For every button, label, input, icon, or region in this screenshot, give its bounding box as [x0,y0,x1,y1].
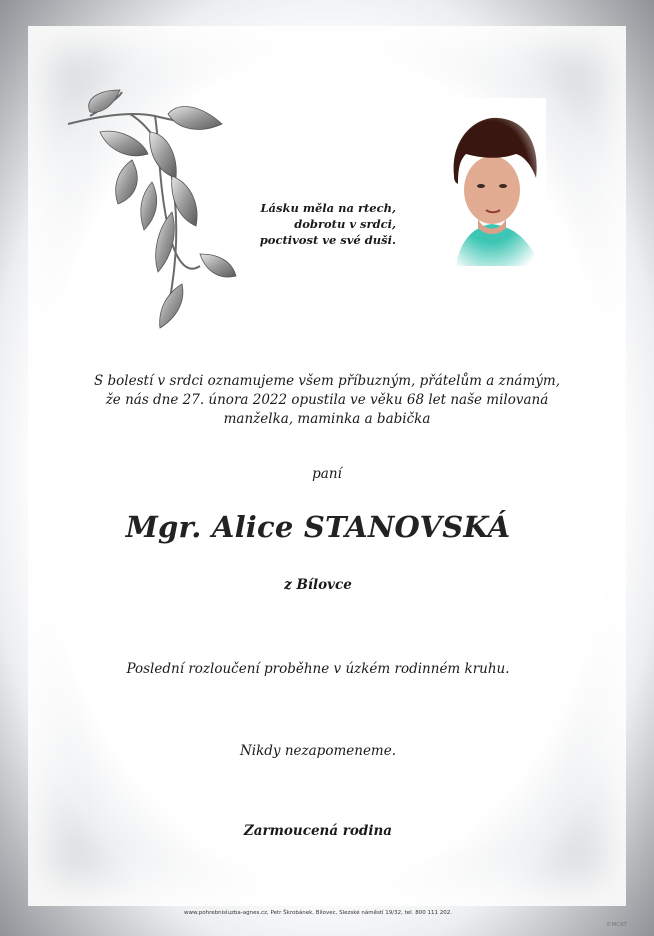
portrait-photo [436,98,546,266]
quote-line: Lásku měla na rtech, [260,201,396,215]
announcement-line: manželka, maminka a babička [223,411,431,427]
quote-line: dobrotu v srdci, [294,217,396,231]
leafy-branch-icon [60,86,240,336]
announcement-line: že nás dne 27. února 2022 opustila ve věku 68 let naše milovaná [105,392,549,408]
quote-line: poctivost ve své duši. [259,233,396,247]
farewell-note: Poslední rozloučení proběhne v úzkém rodinném kruhu. [126,661,510,677]
signature: Zarmoucená rodina [243,823,393,839]
memorial-quote [246,200,396,248]
remembrance-line: Nikdy nezapomeneme. [239,743,397,759]
deceased-name: Mgr. Alice STANOVSKÁ [125,510,511,544]
funeral-service-footer: www.pohrebnisluzba-agnes.cz, Petr Škrobánek, Bílovec, Slezské náměstí 19/32, tel. 800 111 202. [184,910,452,916]
announcement-text [70,372,584,429]
watermark: ©MCRT [606,922,627,928]
hometown: z Bílovce [284,577,352,593]
salutation: paní [312,466,342,482]
announcement-line: S bolestí v srdci oznamujeme všem příbuzným, přátelům a známým, [93,373,560,389]
